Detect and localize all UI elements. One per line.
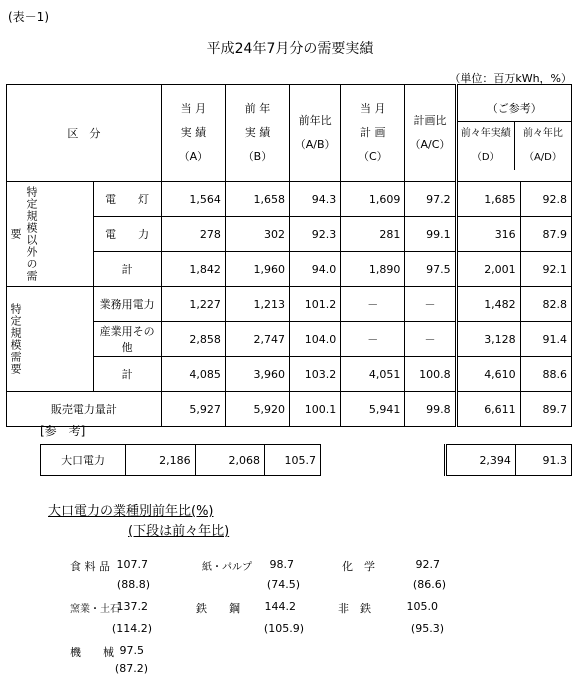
industry-title: 大口電力の業種別前年比(%) xyxy=(48,504,214,519)
industry-name: 紙・パルプ xyxy=(202,562,252,573)
header-col-ac: 計画比 （A/C） xyxy=(405,85,456,182)
table-tag: (表－1) xyxy=(8,10,49,24)
table-row: 特定規模以外の需要 電 灯 1,564 1,658 94.3 1,609 97.2 1,685 92.8 xyxy=(7,182,572,217)
industry-prev: (88.8) xyxy=(116,578,150,591)
header-row xyxy=(7,85,572,182)
demand-table xyxy=(6,84,572,427)
industry-prev: (74.5) xyxy=(266,578,300,591)
header-col-b: 前 年 実 績 （B） xyxy=(225,85,289,182)
row-label: 計 xyxy=(93,357,161,392)
row-label: 産業用その他 xyxy=(93,322,161,357)
header-category: 区 分 xyxy=(7,85,162,182)
row-label: 電 灯 xyxy=(93,182,161,217)
row-label: 業務用電力 xyxy=(93,287,161,322)
header-reference: （ご参考） 前々年実績 （D） 前々年比 （A/D） xyxy=(456,85,571,182)
industry-value: 144.2 xyxy=(264,600,296,613)
industry-subtitle: (下段は前々年比) xyxy=(128,524,230,539)
reference-table xyxy=(40,444,572,476)
industry-value: 92.7 xyxy=(415,558,440,571)
header-col-a: 当 月 実 績 （A） xyxy=(161,85,225,182)
unit-label: （単位：百万kWh，%） xyxy=(449,72,572,85)
group-label-non-specified: 特定規模以外の需要 xyxy=(7,182,94,287)
header-col-c: 当 月 計 画 （C） xyxy=(341,85,405,182)
table-row: 計 1,842 1,960 94.0 1,890 97.5 2,001 92.1 xyxy=(7,252,572,287)
industry-name: 化 学 xyxy=(342,560,375,573)
industry-prev: (95.3) xyxy=(410,622,444,635)
industry-prev: (114.2) xyxy=(111,622,152,635)
industry-name: 食 料 品 xyxy=(70,560,110,573)
industry-prev: (105.9) xyxy=(263,622,304,635)
table-row: 計 4,085 3,960 103.2 4,051 100.8 4,610 88.6 xyxy=(7,357,572,392)
industry-prev: (87.2) xyxy=(114,662,148,675)
industry-name: 窯業・土石 xyxy=(70,604,120,615)
page-title: 平成24年7月分の需要実績 xyxy=(206,41,374,57)
reference-label: 大口電力 xyxy=(41,445,126,476)
header-col-ab: 前年比 （A/B） xyxy=(290,85,341,182)
industry-value: 107.7 xyxy=(116,558,148,571)
row-label: 計 xyxy=(93,252,161,287)
industry-value: 97.5 xyxy=(119,644,144,657)
industry-name: 非 鉄 xyxy=(338,602,371,615)
table-row: 電 力 278 302 92.3 281 99.1 316 87.9 xyxy=(7,217,572,252)
industry-value: 105.0 xyxy=(406,600,438,613)
industry-value: 137.2 xyxy=(116,600,148,613)
industry-name: 機 械 xyxy=(70,646,114,659)
group-label-specified: 特定規模需要 xyxy=(7,287,94,392)
row-label: 販売電力量計 xyxy=(7,392,162,427)
row-label: 電 力 xyxy=(93,217,161,252)
reference-tag: [参 考] xyxy=(40,424,86,438)
table-row: 産業用その他 2,858 2,747 104.0 － － 3,128 91.4 xyxy=(7,322,572,357)
industry-value: 98.7 xyxy=(269,558,294,571)
table-row-total: 販売電力量計 5,927 5,920 100.1 5,941 99.8 6,611 89.7 xyxy=(7,392,572,427)
reference-row: 大口電力 2,186 2,068 105.7 2,394 91.3 xyxy=(41,445,572,476)
industry-prev: (86.6) xyxy=(412,578,446,591)
table-row: 特定規模需要 業務用電力 1,227 1,213 101.2 － － 1,482 82.8 xyxy=(7,287,572,322)
industry-name: 鉄 鋼 xyxy=(196,602,240,615)
